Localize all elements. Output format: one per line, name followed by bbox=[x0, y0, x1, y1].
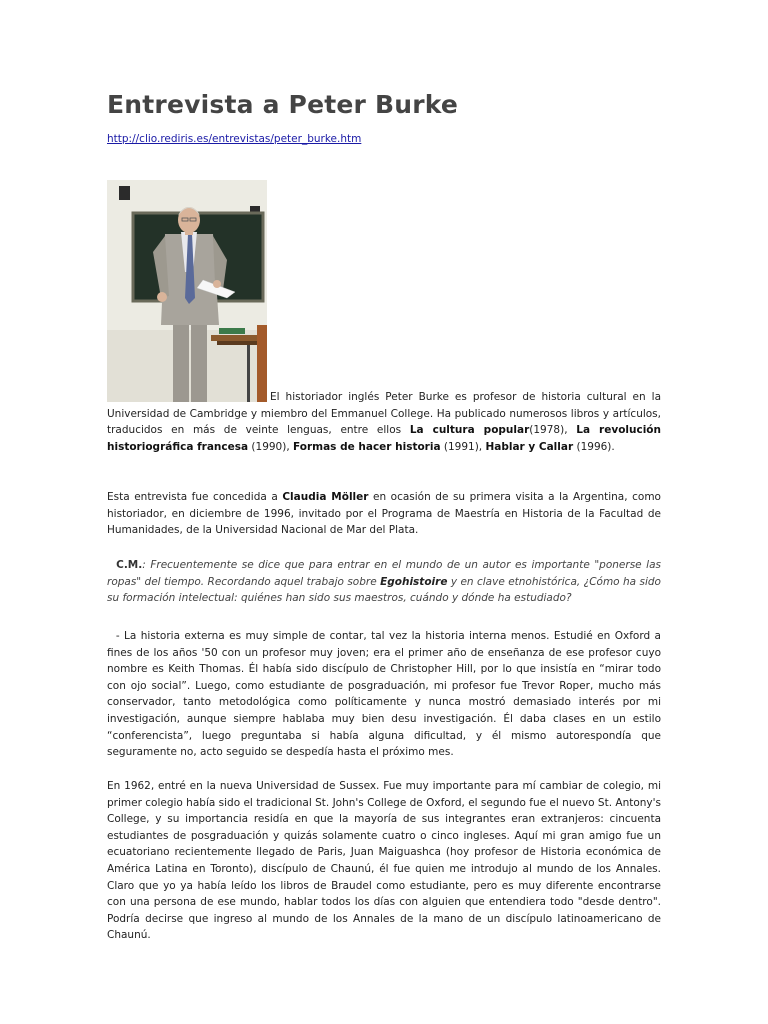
intro-text-5: (1996). bbox=[573, 440, 615, 453]
context-paragraph bbox=[107, 489, 661, 539]
answer-paragraph-2 bbox=[107, 778, 661, 944]
intro-text-4: (1991), bbox=[440, 440, 486, 453]
book-title-formas: Formas de hacer historia bbox=[293, 440, 441, 453]
question-egohistoire: Egohistoire bbox=[380, 575, 448, 588]
book-title-revolucion: La revolución historiográfica francesa bbox=[107, 424, 661, 453]
intro-text-3: (1990), bbox=[248, 440, 294, 453]
page-title: Entrevista a Peter Burke bbox=[107, 90, 459, 119]
answer-text-1: - La historia externa es muy simple de contar, tal vez la historia interna menos. Estudié en Oxford a fines de los años '50 con un profesor muy joven; era el primer año de enseñanza de ese profesor cuyo nombre es Keith Thomas. Él había sido discípulo de Christopher Hill, por lo que insistía en “mirar todo con ojo social”. Luego, como estudiante de posgraduación, mi profesor fue Trevor Roper, mucho más conservador, tanto metodológica como políticamente y nunca mostró demasiado interés por mi investigación, aunque siempre hablaba muy bien desu investigación. Él daba clases en un estilo “conferencista”, luego preguntaba si había alguna dificultad, y él mismo autorespondía que seguramente no, acto seguido se despedía hasta el próximo mes. bbox=[107, 630, 661, 759]
question-speaker-tag: C.M. bbox=[116, 559, 143, 571]
intro-text-1: El historiador inglés Peter Burke es profesor de historia cultural en la Universidad de Cambridge y miembro del Emmanuel College. Ha publicado numerosos libros y artículos, traducidos en más de veinte lenguas, entre ellos bbox=[107, 391, 661, 437]
answer-paragraph-1 bbox=[107, 628, 661, 761]
question-text-2: y en clave etnohistórica, ¿Cómo ha sido su formación intelectual: quiénes han sido sus maestros, cuándo y dónde ha estudiado? bbox=[107, 575, 661, 605]
question-text-1: : Frecuentemente se dice que para entrar en el mundo de un autor es importante "ponerse las ropas" del tiempo. Recordando aquel trabajo sobre bbox=[107, 559, 661, 588]
context-text-2: en ocasión de su primera visita a la Argentina, como historiador, en diciembre de 1996, invitado por el Programa de Maestría en Historia de la Facultad de Humanidades, de la Universidad Nacional de Mar del Plata. bbox=[107, 491, 661, 537]
question-paragraph bbox=[107, 557, 661, 607]
portrait-photo-icon bbox=[107, 180, 267, 402]
source-link[interactable]: http://clio.rediris.es/entrevistas/peter_burke.htm bbox=[107, 133, 362, 145]
answer-text-2: En 1962, entré en la nueva Universidad de Sussex. Fue muy importante para mí cambiar de colegio, mi primer colegio había sido el tradicional St. John's College de Oxford, el segundo fue el nuevo St. Antony's College, y su importancia residía en que la mayoría de sus integrantes eran extranjeros: cincuenta estudiantes de posgraduación y quizás solamente cuatro o cinco ingleses. Aquí mi gran amigo fue un ecuatoriano recientemente llegado de Paris, Juan Maiguashca (hoy profesor de Historia económica de América Latina en Toronto), discípulo de Chaunú, él fue quien me introdujo al mundo de los Annales. Claro que yo ya había leído los libros de Braudel como estudiante, pero es muy diferente encontrarse con una persona de ese mundo, hablar todos los días con alguien que entendiera todo "desde dentro". Podría decirse que ingreso al mundo de los Annales de la mano de un discípulo latinoamericano de Chaunú. bbox=[107, 780, 661, 942]
context-text-1: Esta entrevista fue concedida a bbox=[107, 491, 283, 503]
book-title-hablar-callar: Hablar y Callar bbox=[485, 440, 574, 453]
intro-text-2: (1978), bbox=[529, 424, 577, 437]
book-title-cultura-popular: La cultura popular bbox=[409, 424, 530, 437]
intro-paragraph bbox=[107, 389, 661, 455]
interviewer-name: Claudia Möller bbox=[282, 491, 369, 503]
